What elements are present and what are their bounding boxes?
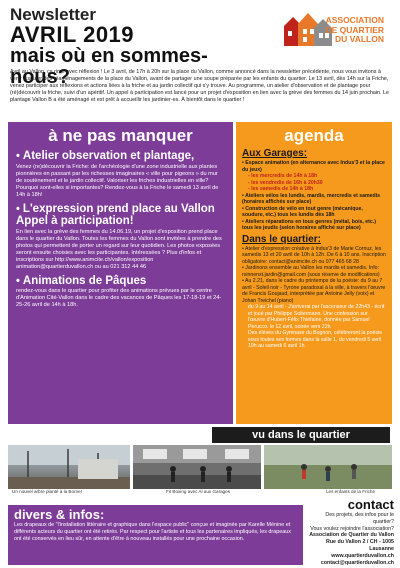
photo-tree [8, 445, 130, 489]
agenda-item-text: Au 2.21, dans le cadre du printemps de la poésie: du 9 au 7 avril - Soleil noir - Tyrone paradoxal à la ville, à travers l'œuvre de Francis Goujaud, interprétée par Antoine Jelly (voix) et Johan Treichel (piano) [242, 278, 386, 304]
boxing-photo-icon [133, 445, 261, 489]
logo-line: ASSOCIATION [325, 15, 384, 25]
agenda-item: • Ateliers vélos les lundis, mardis, mercredis et samedis (horaires affichés sur place) [242, 192, 381, 205]
agenda-quartier-heading: Dans le quartier: [242, 233, 321, 245]
agenda-quartier-list [236, 246, 392, 350]
agenda-item-text: Ateliers vélos les lundis, mardis, mercredis et samedis (horaires affichés sur place) [242, 192, 381, 205]
highlight-body: En lien avec la grève des femmes du 14.06.19, un projet d'exposition prend place dans le quartier du Vallon. Toutes les femmes du Vallon sont invitées à prendre des photos qui permettent de porter un regard sur leur quotidien. Les photos exposées seront ensuite choisies avec les participantes. Intéressées ? Plus d'infos et inscriptions sur http://www.animcite.ch/vallon/exposition animation@quartierduvallon.ch ou au 021 312 44 46 [16, 228, 222, 270]
bullet-icon: • [16, 202, 23, 215]
contact-line [306, 560, 394, 567]
agenda-item: • Ateliers réparations en tous genres (métal, bois, etc.) tous les jeudis (selon horaires affiché sur place) [242, 218, 376, 231]
photo-caption: Fit Boxing avec Al aux Garages [166, 489, 231, 494]
logo-line: DE QUARTIER [325, 24, 384, 35]
agenda-title: agenda [284, 126, 344, 145]
bullet-icon: • [16, 150, 23, 162]
agenda-subitem: - les vendredis de 16h à 20h30 [248, 179, 323, 186]
contact-line: Vous voulez rejoindre l'association? [310, 525, 394, 532]
highlights-title: à ne pas manquer [48, 126, 193, 145]
highlight-heading [16, 275, 225, 288]
neighborhood-photos [8, 425, 392, 495]
agenda-item-text: Construction de vélo en tout genre (mécanique, soudure, etc.) tous les lundis dès 18h [242, 205, 363, 218]
agenda-garages-heading: Aux Garages: [242, 148, 308, 159]
agenda-subitem: du 9 au 14 avril - J'arriverai par l'ascenseur de 22h43 - écrit et joué par Philippe Soltermann. Une confession sur l'œuvre d'Hubert-Félix Thiéfaine, donnée par Samuel Perucco. le 12 avril, soirée vers 22h [248, 304, 385, 330]
highlight-section [8, 203, 233, 271]
agenda-subitem: - les samedis de 14h à 18h [248, 186, 314, 192]
highlight-heading-text: Atelier observation et plantage, [22, 150, 195, 162]
misc-info-panel [8, 505, 303, 565]
agenda-subitem: - les mercredis de 14h à 18h [248, 173, 318, 179]
agenda-item: • Au 2.21, dans le cadre du printemps de la poésie: du 9 au 7 avril - Soleil noir - Tyrone paradoxal à la ville, à travers l'œuvre de Francis Goujaud, interprétée par Antoine Jelly (voix) et Johan Treichel (piano) [242, 278, 386, 304]
highlight-section [8, 275, 233, 310]
contact-line [306, 532, 394, 539]
contact-body [306, 512, 394, 566]
photo-children [264, 445, 392, 489]
agenda-subitem: Des élèves du Gymnase du Bugnon, célèbreront la poésie sous toutes ses formes dans la salle 1, du vendredi 5 avril 19h au samedi 6 avril 1h [248, 330, 383, 349]
association-logo [280, 4, 392, 54]
newsletter-date: AVRIL 2019 [10, 22, 135, 47]
tree-photo-icon [8, 445, 130, 489]
newsletter-question: mais où en sommes-nous? [10, 45, 208, 88]
highlight-heading [16, 203, 225, 228]
agenda-item: • Construction de vélo en tout genre (mécanique, soudure, etc.) tous les lundis dès 18h [242, 205, 363, 218]
contact-line [306, 539, 394, 553]
highlights-panel [8, 122, 233, 424]
misc-info-body: Les drapeaux de "l'installation littéraire et graphique dans l'espace public" conçue et imaginée par Karelle Ménine et différents acteurs du quartier ont été retirés. Par respect pour l'artiste et tous les partenaires impliqués, les drapeaux ont été conservés en lieu sûr, en attente d'être à nouveau installés pour une prochaine occasion. [14, 522, 291, 542]
agenda-item-text: Jardinons ensemble au Vallon les mardis et samedis. Info: rsinnenst.jardin@gmail.com (sous réserve de modifications) [242, 265, 380, 278]
logo-text [325, 16, 384, 45]
agenda-item-text: Ateliers réparations en tous genres (métal, bois, etc.) tous les jeudis (selon horaires affiché sur place) [242, 218, 376, 231]
contact-email-link[interactable]: contact@quartierduvallon.ch [320, 559, 394, 566]
contact-address: Rue du Vallon 2 / CH - 1005 Lausanne [326, 539, 394, 552]
intro-paragraph: Avril au Vallon, ça rime avec réflexion ! Le 3 avril, de 17h à 20h sur la place du Vallon, comme annoncé dans la newsletter précédente, nous vous invitons à venir discuter des réaménagements de la place du Vallon, avant de partager une soupe préparée par les enfants du quartier. Le 13 avril, dès 14h sur la Friche, venez participer aux réflexions et actions liées à la friche et au jardin collectif qui s'y trouve. Au programme, un atelier d'observation et de plantage pour (ré)découvrir la friche, suivi d'un apéritif. Un appel à participation est lancé pour un projet d'exposition en lien avec la grève des femmes du 14 juin prochain. Le plantage Vallon B a été aménagé et est prêt à accueillir les jardinier-es. À bientôt dans le quartier ! [10, 69, 390, 104]
misc-info-title: divers & infos: [14, 507, 105, 522]
bullet-icon: • [16, 274, 23, 287]
photo-caption: Les enfants de la Friche [326, 489, 376, 494]
highlight-heading-text: Animations de Pâques [22, 274, 147, 287]
newsletter-title: Newsletter [10, 5, 96, 24]
agenda-item: • Jardinons ensemble au Vallon les mardis et samedis. Info: rsinnenst.jardin@gmail.com (sous réserve de modifications) [242, 265, 380, 278]
highlight-heading [16, 150, 225, 163]
agenda-item-text: Espace animation (en alternance avec Indus'3 et la place du jeux) [242, 160, 385, 173]
highlight-section [8, 150, 233, 199]
logo-line: DU VALLON [335, 34, 384, 44]
highlight-body: Venez (re)découvrir la Friche: de l'archéologie d'une zone industrielle aux plantes pionnières en passant par les richesses imaginaires « ville pour pigeons » du mur de soutènement et le jardin collectif. Valoriser les friches industrielles en ville? Pourquoi sont-elles si importantes? Rendez-vous à la Friche le samedi 13 avril de 14h à 18h! [16, 163, 219, 198]
photo-boxing [133, 445, 261, 489]
contact-line: Des projets, des infos pour le quartier? [325, 512, 394, 525]
photo-caption: Un nouvel arbre planté à la Borne! [12, 489, 82, 494]
photos-title: vu dans le quartier [212, 427, 390, 443]
agenda-panel [236, 122, 392, 424]
agenda-item-text: Atelier d'expression créative à Indus'3 de Marie Cornuz, les samedis 13 et 20 avril de 10h à 12h. De 6 à 10 ans. Inscription obligatoire: contact@animcite.ch ou 077 465 68 28 [242, 245, 386, 265]
agenda-garages-list [236, 160, 392, 232]
agenda-item: • Atelier d'expression créative à Indus'3 de Marie Cornuz, les samedis 13 et 20 avril de 10h à 12h. De 6 à 10 ans. Inscription obligatoire: contact@animcite.ch ou 077 465 68 28 [242, 245, 386, 265]
highlight-heading-text: L'expression prend place au Vallon Appel à participation! [16, 202, 215, 227]
children-photo-icon [264, 445, 392, 489]
contact-title: contact [347, 497, 394, 512]
intro-text [10, 69, 392, 104]
highlight-body: rendez-vous dans le quartier pour profiter des animations prévues par le centre d'Animation Cité-Vallon dans le cadre des vacances de Pâques les 17-18-19 et 24-25-26 avril de 14h à 18h. [16, 288, 222, 308]
contact-line [306, 553, 394, 560]
contact-website-link[interactable]: www.quartierduvallon.ch [331, 552, 394, 559]
agenda-item: • Espace animation (en alternance avec Indus'3 et la place du jeux) [242, 160, 385, 173]
contact-org: Association de Quartier du Vallon [309, 532, 394, 539]
contact-block [306, 497, 394, 566]
